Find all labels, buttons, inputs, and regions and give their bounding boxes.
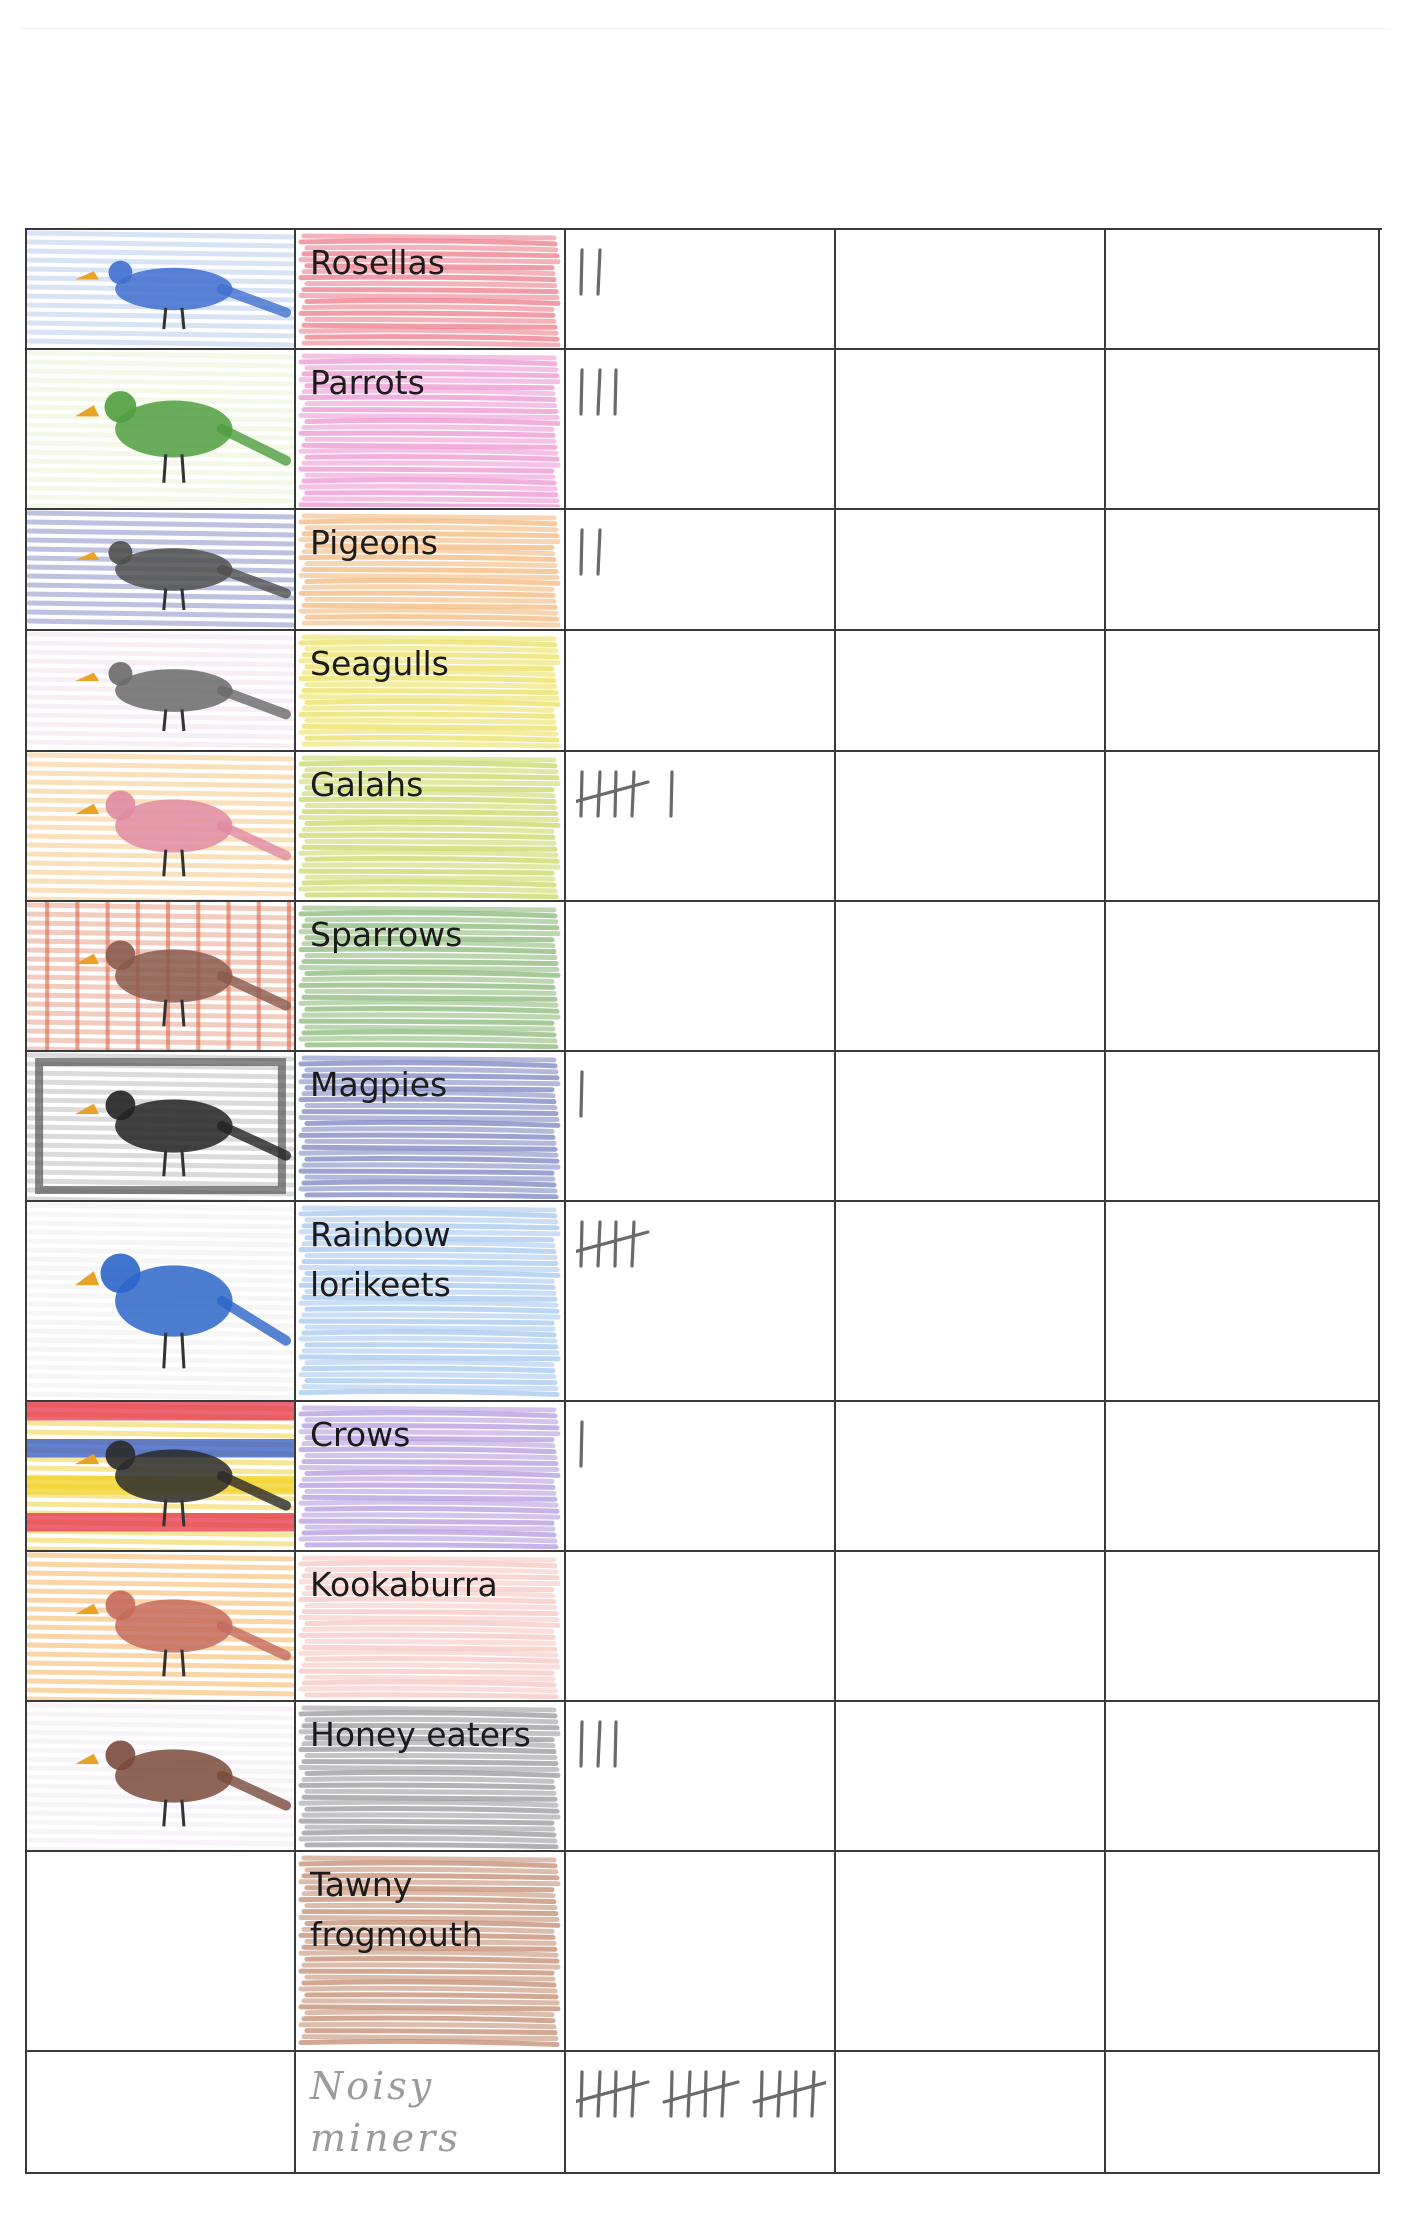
bird-picture-cell: [27, 631, 296, 752]
bird-name-label: Tawny frogmouth: [310, 1865, 483, 1954]
parrot-drawing-icon: [27, 350, 294, 508]
bird-name-cell: [296, 1402, 566, 1552]
empty-cell: [1106, 1202, 1380, 1402]
bird-name-cell: [296, 350, 566, 510]
tally-marks: [576, 362, 826, 482]
bird-picture-cell: [27, 230, 296, 350]
empty-cell: [1106, 631, 1380, 752]
bird-name-label: Rosellas: [310, 243, 445, 282]
tally-cell: [566, 902, 836, 1052]
rainbow-lorikeet-drawing-icon: [27, 1202, 294, 1400]
bird-picture-cell: [27, 902, 296, 1052]
rosella-drawing-icon: [27, 230, 294, 348]
empty-cell: [1106, 752, 1380, 902]
bird-name-cell: [296, 510, 566, 631]
tally-cell: [566, 350, 836, 510]
bird-name-cell: [296, 2052, 566, 2174]
bird-picture-cell: [27, 2052, 296, 2174]
empty-cell: [836, 350, 1106, 510]
empty-cell: [836, 1702, 1106, 1852]
galah-drawing-icon: [27, 752, 294, 900]
tally-cell: [566, 752, 836, 902]
bird-picture-cell: [27, 1852, 296, 2052]
table-row: [27, 1402, 1382, 1552]
empty-cell: [1106, 1552, 1380, 1702]
empty-cell: [836, 902, 1106, 1052]
bird-name-cell: [296, 1852, 566, 2052]
table-row: [27, 230, 1382, 350]
bird-name-cell: [296, 752, 566, 902]
empty-cell: [1106, 1402, 1380, 1552]
bird-picture-cell: [27, 1702, 296, 1852]
bird-name-label: Magpies: [310, 1065, 448, 1104]
bird-name-label: Kookaburra: [310, 1565, 498, 1604]
tally-cell: [566, 1202, 836, 1402]
kookaburra-drawing-icon: [27, 1552, 294, 1700]
empty-cell: [836, 1852, 1106, 2052]
table-row: [27, 752, 1382, 902]
bird-name-cell: [296, 1702, 566, 1852]
table-row: [27, 2052, 1382, 2174]
tally-marks: [576, 1714, 826, 1834]
bird-name-label: Crows: [310, 1415, 411, 1454]
magpie-drawing-icon: [27, 1052, 294, 1200]
bird-picture-cell: [27, 752, 296, 902]
empty-cell: [836, 230, 1106, 350]
tally-cell: [566, 2052, 836, 2174]
table-row: [27, 631, 1382, 752]
crow-drawing-icon: [27, 1402, 294, 1550]
bird-name-label: Honey eaters: [310, 1715, 531, 1754]
empty-cell: [836, 752, 1106, 902]
bird-name-label: Parrots: [310, 363, 425, 402]
bird-name-cell: [296, 631, 566, 752]
tally-marks: [576, 2064, 826, 2174]
empty-cell: [836, 1402, 1106, 1552]
empty-cell: [836, 2052, 1106, 2174]
empty-cell: [1106, 1852, 1380, 2052]
empty-cell: [836, 631, 1106, 752]
bird-name-label: Noisy miners: [310, 2064, 461, 2160]
seagull-drawing-icon: [27, 631, 294, 750]
bird-count-table: [25, 228, 1382, 2174]
table-row: [27, 1052, 1382, 1202]
table-row: [27, 350, 1382, 510]
empty-cell: [1106, 510, 1380, 631]
empty-cell: [1106, 1702, 1380, 1852]
tally-marks: [576, 1214, 826, 1334]
bird-name-label: Seagulls: [310, 644, 449, 683]
table-row: [27, 1702, 1382, 1852]
tally-marks: [576, 1414, 826, 1534]
bird-name-label: Galahs: [310, 765, 424, 804]
bird-name-label: Pigeons: [310, 523, 438, 562]
sparrow-drawing-icon: [27, 902, 294, 1050]
tally-marks: [576, 242, 826, 350]
tally-cell: [566, 1052, 836, 1202]
bird-name-cell: [296, 1552, 566, 1702]
empty-cell: [1106, 902, 1380, 1052]
bird-name-cell: [296, 230, 566, 350]
bird-name-cell: [296, 902, 566, 1052]
bird-name-label: Sparrows: [310, 915, 463, 954]
empty-cell: [1106, 350, 1380, 510]
tally-cell: [566, 1852, 836, 2052]
tally-cell: [566, 230, 836, 350]
tally-cell: [566, 1552, 836, 1702]
table-row: [27, 902, 1382, 1052]
tally-cell: [566, 631, 836, 752]
bird-picture-cell: [27, 1552, 296, 1702]
tally-cell: [566, 510, 836, 631]
empty-cell: [836, 1052, 1106, 1202]
honey-eater-drawing-icon: [27, 1702, 294, 1850]
table-row: [27, 1552, 1382, 1702]
tally-cell: [566, 1402, 836, 1552]
bird-name-cell: [296, 1202, 566, 1402]
tally-marks: [576, 764, 826, 884]
tally-cell: [566, 1702, 836, 1852]
bird-picture-cell: [27, 1402, 296, 1552]
bird-name-cell: [296, 1052, 566, 1202]
tally-marks: [576, 1064, 826, 1184]
table-row: [27, 1852, 1382, 2052]
empty-cell: [1106, 230, 1380, 350]
bird-picture-cell: [27, 1052, 296, 1202]
table-row: [27, 1202, 1382, 1402]
bird-picture-cell: [27, 510, 296, 631]
empty-cell: [1106, 2052, 1380, 2174]
empty-cell: [836, 1202, 1106, 1402]
bird-name-label: Rainbow lorikeets: [310, 1215, 451, 1304]
tally-marks: [576, 522, 826, 631]
empty-cell: [1106, 1052, 1380, 1202]
pigeon-drawing-icon: [27, 510, 294, 629]
bird-picture-cell: [27, 350, 296, 510]
page-edge-line: [20, 28, 1390, 29]
bird-picture-cell: [27, 1202, 296, 1402]
empty-cell: [836, 1552, 1106, 1702]
table-row: [27, 510, 1382, 631]
empty-cell: [836, 510, 1106, 631]
